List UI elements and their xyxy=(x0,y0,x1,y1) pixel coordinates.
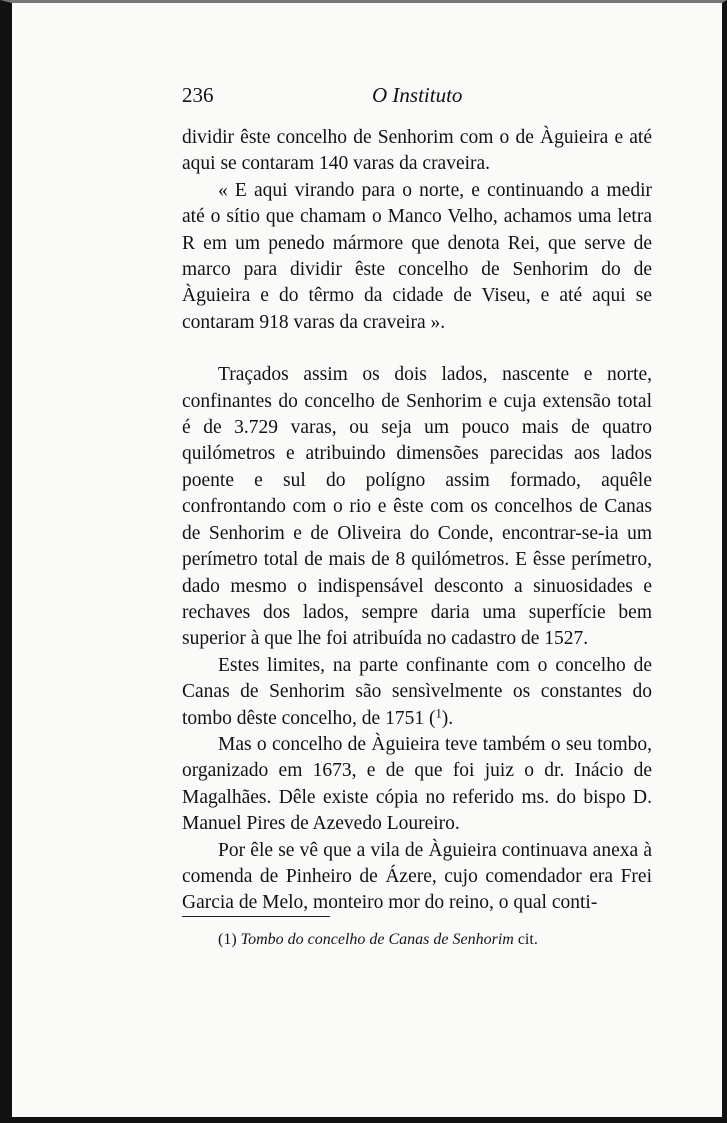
paragraph-3: Traçados assim os dois lados, nascente e norte, confinantes do concelho de Senhorim e cuja extensão total é de 3.729 varas, ou seja um pouco mais de quatro quilómetros e atribuindo dimensões parecidas aos lados poente e sul do polígno assim formado, aquêle confrontando com o rio e êste com os concelhos de Canas de Senhorim e de Oliveira do Conde, encontrar-se-ia um perímetro total de mais de 8 quilómetros. E êsse perímetro, dado mesmo o indispensável desconto a sinuosidades e rechaves dos lados, sempre daria uma superfície bem superior à que lhe foi atribuída no cadastro de 1527. xyxy=(182,364,652,650)
paragraph-4-text: Estes limites, na parte confinante com o concelho de Canas de Senhorim são sensìvelmente os constantes do tombo dêste concelho, de 1751 ( xyxy=(182,654,652,729)
footnote-reference: 1 xyxy=(435,706,442,721)
footnote-rule xyxy=(182,916,330,917)
running-title: O Instituto xyxy=(372,83,463,107)
body-text xyxy=(182,125,652,917)
paragraph-4-end: ). xyxy=(441,707,454,729)
footnote-title: Tombo do concelho de Canas de Senhorim xyxy=(240,931,514,948)
paragraph-2-quote: « E aqui virando para o norte, e continuando a medir até o sítio que chamam o Manco Velho, achamos uma letra R em um penedo mármore que denota Rei, que serve de marco para dividir êste concelho de Senhorim do de Àguieira e do têrmo da cidade de Viseu, e até aqui se contaram 918 varas da craveira ». xyxy=(182,179,652,333)
paragraph-1: dividir êste concelho de Senhorim com o de Àguieira e até aqui se contaram 140 varas da craveira. xyxy=(182,127,652,175)
paragraph-6: Por êle se vê que a vila de Àguieira continuava anexa à comenda de Pinheiro de Ázere, cujo comendador era Frei Garcia de Melo, monteiro mor do reino, o qual conti- xyxy=(182,839,652,914)
running-header xyxy=(172,73,652,107)
paragraph-5: Mas o concelho de Àguieira teve também o seu tombo, organizado em 1673, e de que foi juiz o dr. Inácio de Magalhães. Dêle existe cópia no referido ms. do bispo D. Manuel Pires de Azevedo Loureiro. xyxy=(182,733,652,835)
footnote xyxy=(218,931,538,949)
paragraph-4 xyxy=(182,653,652,732)
page-number: 236 xyxy=(182,83,214,107)
footnote-marker: (1) xyxy=(218,931,237,948)
footnote-suffix: cit. xyxy=(513,931,538,948)
